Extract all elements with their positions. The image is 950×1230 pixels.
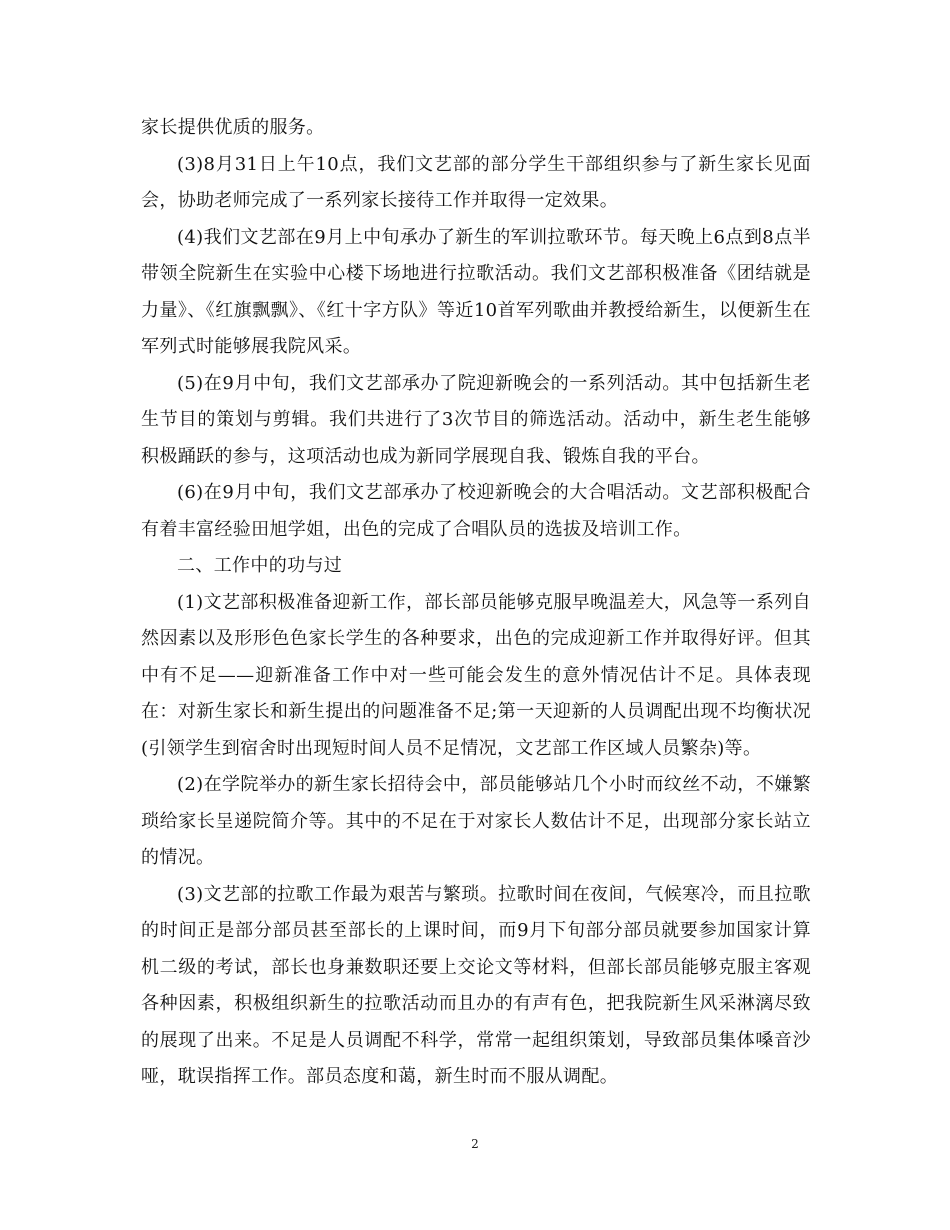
section-heading-merits-faults: 二、工作中的功与过 [177, 555, 343, 576]
paragraph-item-6-school-chorus: (6)在9月中旬，我们文艺部承办了校迎新晚会的大合唱活动。文艺部积极配合有着丰富经验田旭学姐，出色的完成了合唱队员的选拔及培训工作。 [141, 482, 811, 540]
document-page [141, 110, 811, 1096]
paragraph-item-4-military-singing: (4)我们文艺部在9月上中旬承办了新生的军训拉歌环节。每天晚上6点到8点半带领全院新生在实验中心楼下场地进行拉歌活动。我们文艺部积极准备《团结就是力量》、《红旗飘飘》、《红十字方队》等近10首军列歌曲并教授给新生，以便新生在军列式时能够展我院风采。 [141, 226, 811, 357]
paragraph-item-2-parent-reception: (2)在学院举办的新生家长招待会中，部员能够站几个小时而纹丝不动，不嫌繁琐给家长呈递院简介等。其中的不足在于对家长人数估计不足，出现部分家长站立的情况。 [141, 774, 811, 868]
paragraph-continuation: 家长提供优质的服务。 [141, 117, 325, 138]
paragraph-item-1-welcome-work: (1)文艺部积极准备迎新工作，部长部员能够克服早晚温差大，风急等一系列自然因素以及形形色色家长学生的各种要求，出色的完成迎新工作并取得好评。但其中有不足——迎新准备工作中对一些可能会发生的意外情况估计不足。具体表现在：对新生家长和新生提出的问题准备不足;第一天迎新的人员调配出现不均衡状况(引领学生到宿舍时出现短时间人员不足情况，文艺部工作区域人员繁杂)等。 [141, 591, 811, 759]
paragraph-item-3-singing-work: (3)文艺部的拉歌工作最为艰苦与繁琐。拉歌时间在夜间，气候寒冷，而且拉歌的时间正是部分部员甚至部长的上课时间，而9月下旬部分部员就要参加国家计算机二级的考试，部长也身兼数职还要上交论文等材料，但部长部员能够克服主客观各种因素，积极组织新生的拉歌活动而且办的有声有色，把我院新生风采淋漓尽致的展现了出来。不足是人员调配不科学，常常一起组织策划，导致部员集体嗓音沙哑，耽误指挥工作。部员态度和蔼，新生时而不服从调配。 [141, 883, 811, 1087]
paragraph-item-3-parent-meeting: (3)8月31日上午10点，我们文艺部的部分学生干部组织参与了新生家长见面会，协助老师完成了一系列家长接待工作并取得一定效果。 [141, 153, 811, 211]
page-number: 2 [471, 1137, 479, 1151]
paragraph-item-5-college-gala: (5)在9月中旬，我们文艺部承办了院迎新晚会的一系列活动。其中包括新生老生节目的策划与剪辑。我们共进行了3次节目的筛选活动。活动中，新生老生能够积极踊跃的参与，这项活动也成为新同学展现自我、锻炼自我的平台。 [141, 372, 811, 467]
